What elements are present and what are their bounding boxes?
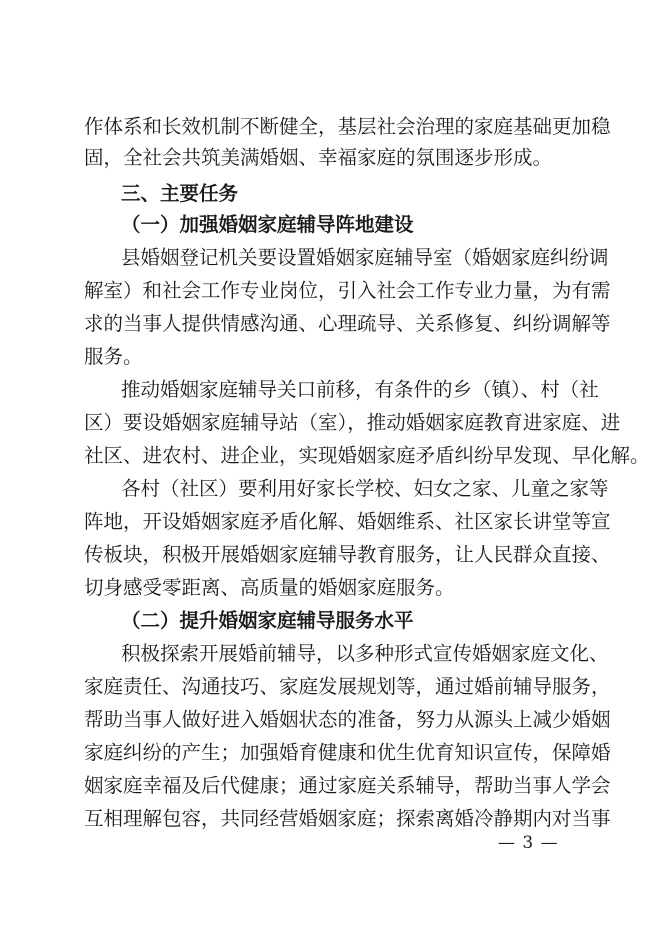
subsection-heading: （二）提升婚姻家庭辅导服务水平 xyxy=(121,609,414,632)
paragraph-line: 社区、进农村、进企业，实现婚姻家庭矛盾纠纷早发现、早化解。 xyxy=(84,444,650,467)
paragraph-line: 传板块，积极开展婚姻家庭辅导教育服务，让人民群众直接、 xyxy=(84,543,611,566)
paragraph-line: 推动婚姻家庭辅导关口前移，有条件的乡（镇）、村（社 xyxy=(121,378,599,401)
paragraph-line: 家庭责任、沟通技巧、家庭发展规划等，通过婚前辅导服务， xyxy=(84,675,611,698)
paragraph-line: 家庭纠纷的产生；加强婚育健康和优生优育知识宣传，保障婚 xyxy=(84,741,611,764)
paragraph-line: 各村（社区）要利用好家长学校、妇女之家、儿童之家等 xyxy=(121,477,609,500)
paragraph-line: 求的当事人提供情感沟通、心理疏导、关系修复、纠纷调解等 xyxy=(84,312,611,335)
paragraph-line: 切身感受零距离、高质量的婚姻家庭服务。 xyxy=(84,576,455,599)
paragraph-line: 区）要设婚姻家庭辅导站（室），推动婚姻家庭教育进家庭、进 xyxy=(84,411,621,434)
paragraph-line: 服务。 xyxy=(84,345,143,368)
paragraph-line: 帮助当事人做好进入婚姻状态的准备，努力从源头上减少婚姻 xyxy=(84,708,611,731)
paragraph-line: 解室）和社会工作专业岗位，引入社会工作专业力量，为有需 xyxy=(84,279,611,302)
paragraph-line: 县婚姻登记机关要设置婚姻家庭辅导室（婚姻家庭纠纷调 xyxy=(121,246,609,269)
paragraph-line: 姻家庭幸福及后代健康；通过家庭关系辅导，帮助当事人学会 xyxy=(84,774,611,797)
paragraph-line: 阵地，开设婚姻家庭矛盾化解、婚姻维系、社区家长讲堂等宣 xyxy=(84,510,611,533)
section-heading: 三、主要任务 xyxy=(121,182,239,205)
paragraph-line: 积极探索开展婚前辅导，以多种形式宣传婚姻家庭文化、 xyxy=(121,642,609,665)
subsection-heading: （一）加强婚姻家庭辅导阵地建设 xyxy=(121,213,414,236)
paragraph-line: 作体系和长效机制不断健全，基层社会治理的家庭基础更加稳 xyxy=(84,115,611,138)
paragraph-line: 互相理解包容，共同经营婚姻家庭；探索离婚冷静期内对当事 xyxy=(84,807,611,830)
paragraph-line: 固，全社会共筑美满婚姻、幸福家庭的氛围逐步形成。 xyxy=(84,146,553,169)
page-number: — 3 — xyxy=(498,833,559,853)
